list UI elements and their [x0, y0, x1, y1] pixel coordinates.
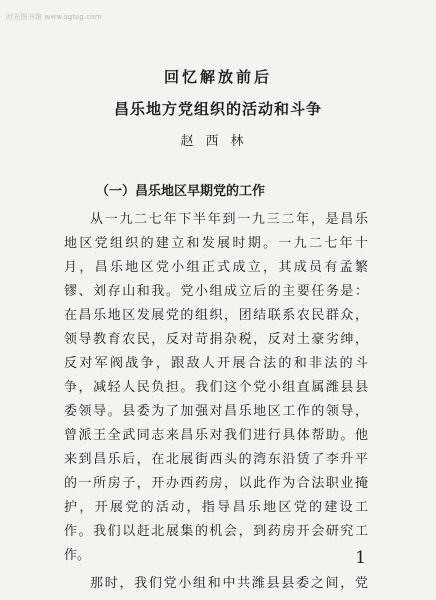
title-line-2: 昌乐地方党组织的活动和斗争 — [113, 100, 322, 118]
paragraph-line: 月，昌乐地区党小组正式成立，其成员有孟繁 — [64, 260, 368, 275]
paragraph-line: 镠、刘存山和我。党小组成立后的主要任务是： — [64, 284, 368, 299]
section-heading: （一）昌乐地区早期党的工作 — [96, 184, 266, 199]
paragraph-line: 那时，我们党小组和中共潍县县委之间，党 — [90, 576, 368, 591]
paragraph-line: 从一九二七年下半年到一九三二年，是昌乐 — [90, 212, 368, 227]
watermark: 时光图书馆 www.sgtsg.com — [6, 13, 102, 21]
paragraph-line: 委领导。县委为了加强对昌乐地区工作的领导， — [64, 404, 368, 419]
author-name: 赵西林 — [180, 134, 256, 149]
paragraph-line: 护，开展党的活动，指导昌乐地区党的建设工 — [64, 500, 368, 515]
page-number: 1 — [355, 548, 366, 568]
paragraph-line: 的一所房子，开办西药房，以此作为合法职业掩 — [64, 476, 368, 491]
paragraph-line: 在昌乐地区发展党的组织，团结联系农民群众， — [64, 308, 368, 323]
paragraph-line: 曾派王全武同志来昌乐对我们进行具体帮助。他 — [64, 428, 368, 443]
paragraph-line: 领导教育农民，反对苛捐杂税，反对土豪劣绅， — [64, 332, 368, 347]
title-line-1: 回忆解放前后 — [163, 68, 272, 86]
paragraph-line: 作。 — [64, 548, 91, 563]
paragraph-line: 反对军阀战争，跟敌人开展合法的和非法的斗 — [64, 356, 368, 371]
paragraph-line: 作。我们以赶北展集的机会，到药房开会研究工 — [64, 524, 368, 539]
paragraph-line: 争，减轻人民负担。我们这个党小组直属潍县县 — [64, 380, 368, 395]
paragraph-line: 地区党组织的建立和发展时期。一九二七年十 — [64, 236, 368, 251]
paragraph-line: 来到昌乐后，在北展街西头的湾东沿赁了李升平 — [64, 452, 368, 467]
